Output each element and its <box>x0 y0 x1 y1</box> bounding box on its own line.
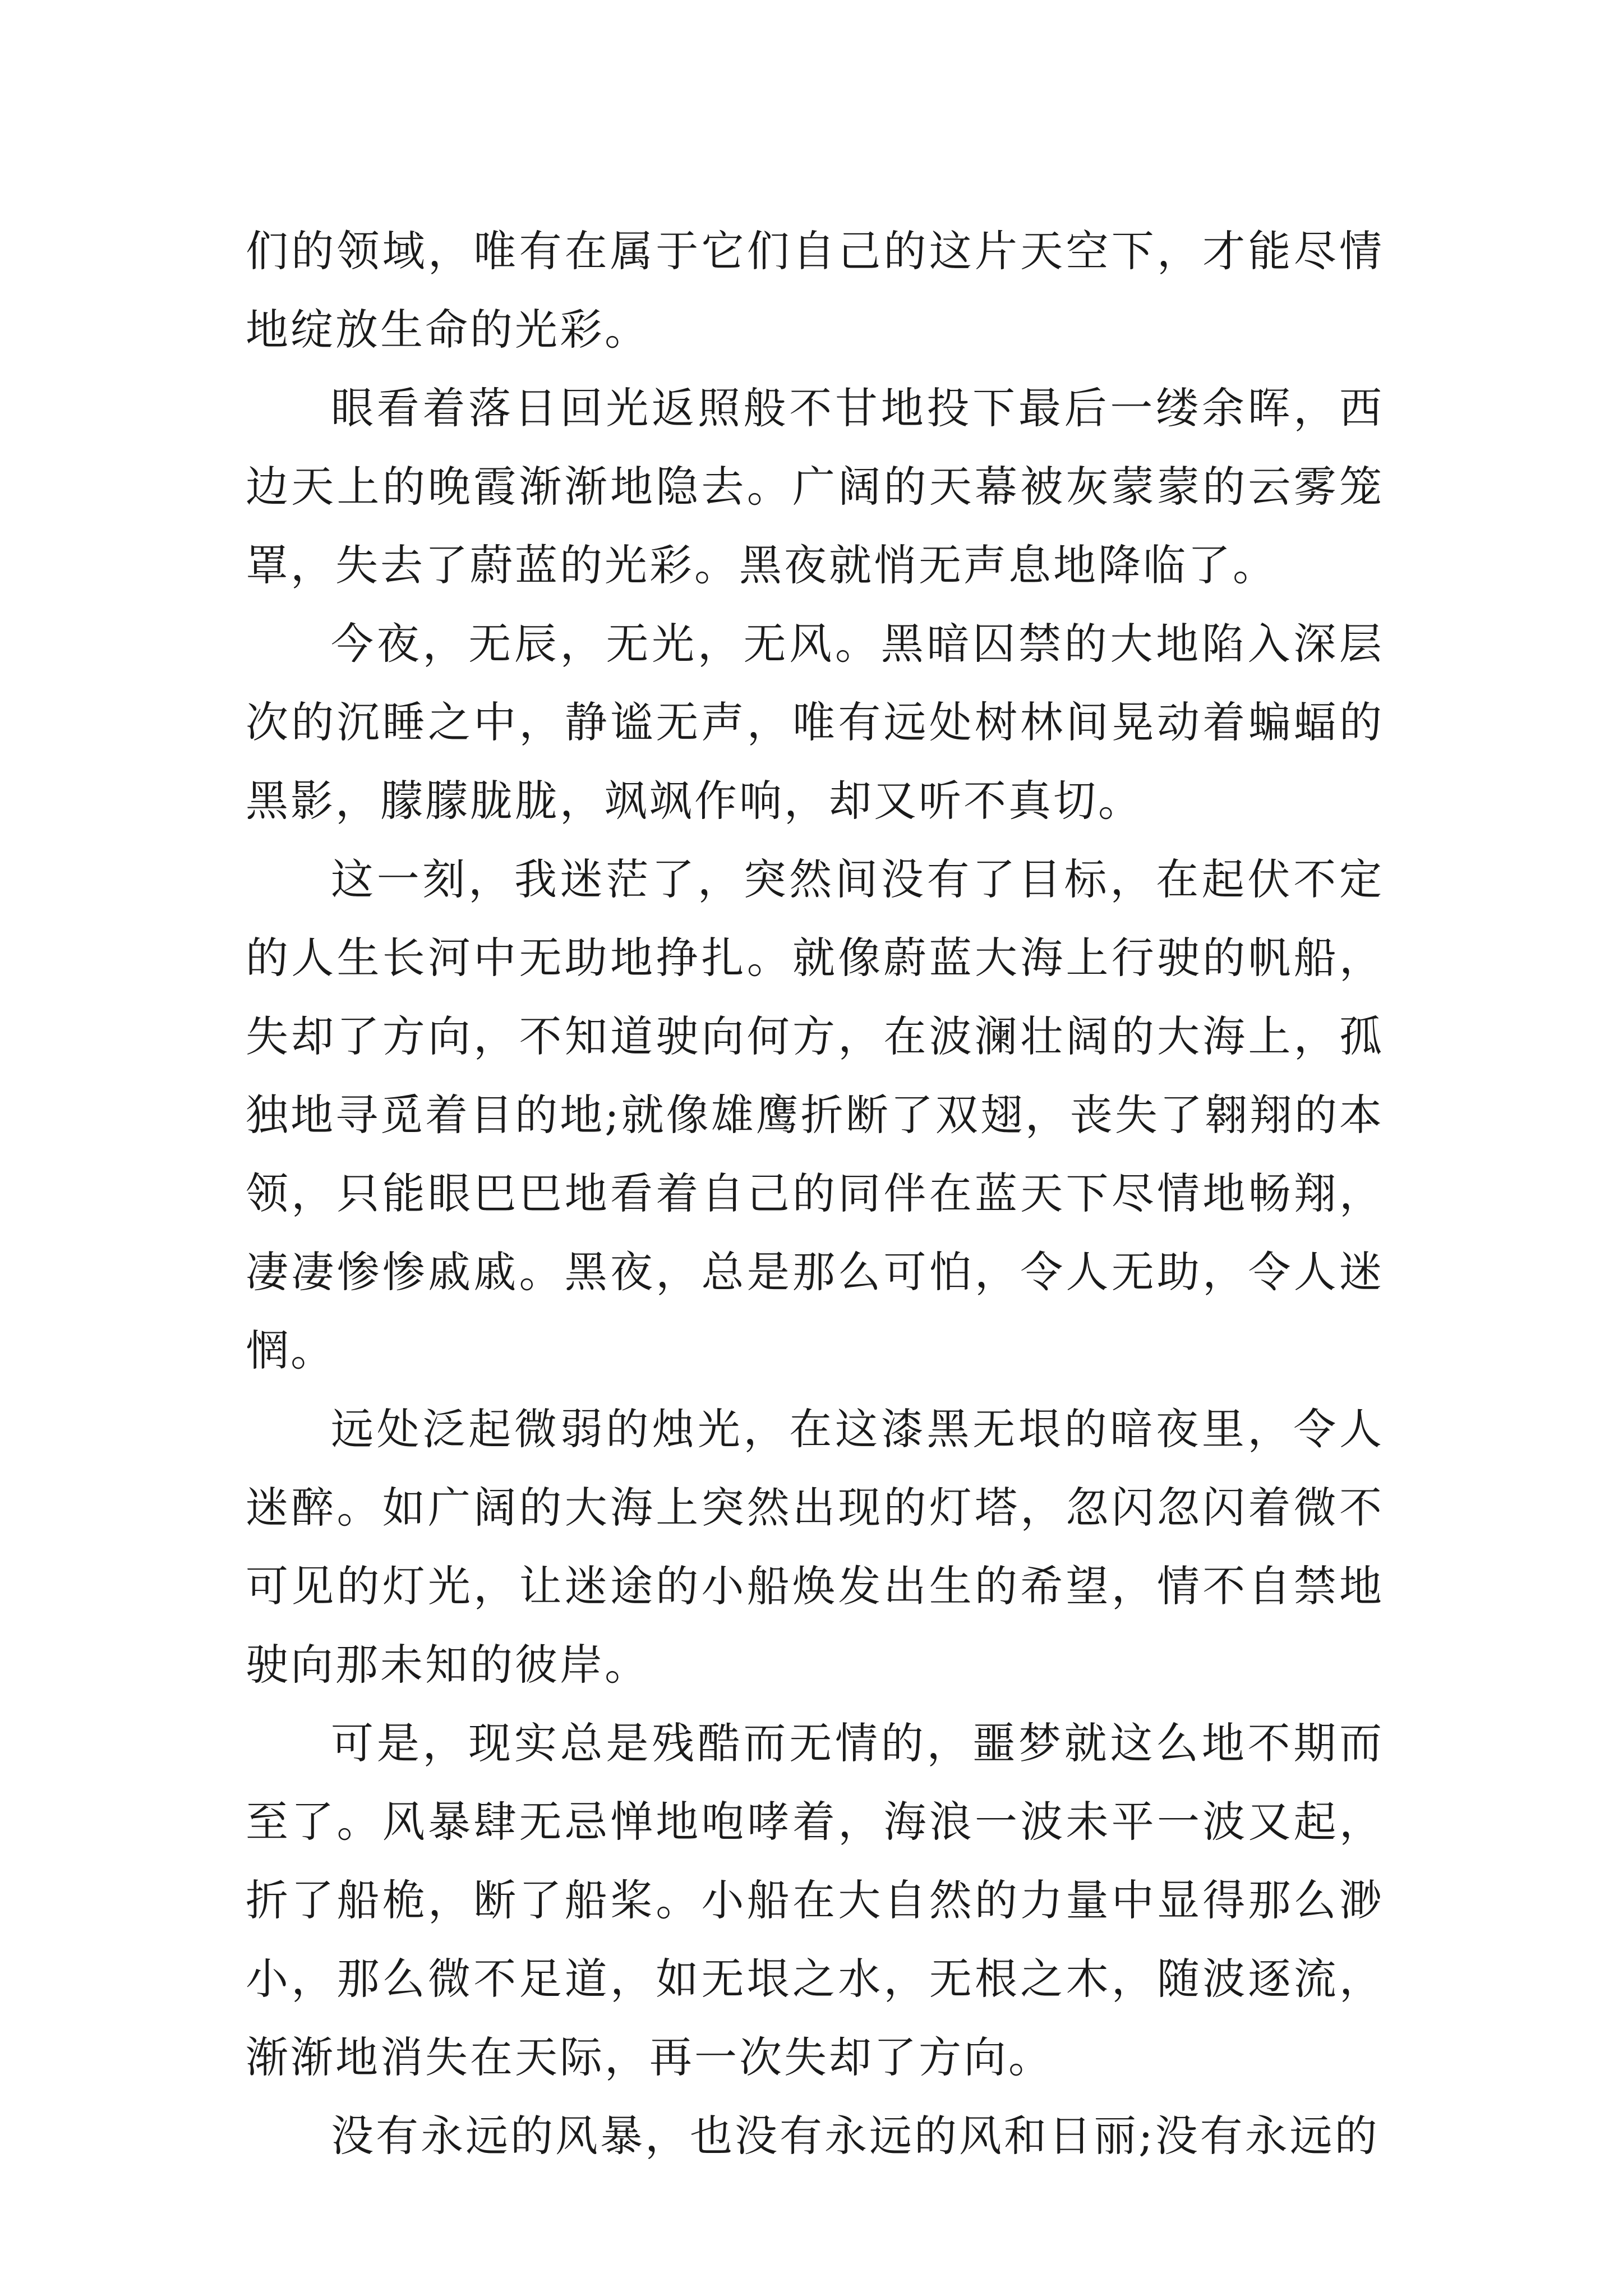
paragraph-7: 没有永远的风暴，也没有永远的风和日丽;没有永远的 <box>331 2111 1380 2161</box>
paragraph-2: 眼看着落日回光返照般不甘地投下最后一缕余晖，西边天上的晚霞渐渐地隐去。广阔的天幕被灰蒙蒙的云雾笼罩，失去了蔚蓝的光彩。黑夜就悄无声息地降临了。 <box>246 383 1384 590</box>
paragraph-4: 这一刻，我迷茫了，突然间没有了目标，在起伏不定的人生长河中无助地挣扎。就像蔚蓝大海上行驶的帆船，失却了方向，不知道驶向何方，在波澜壮阔的大海上，孤独地寻觅着目的地;就像雄鹰折断了双翅，丧失了翱翔的本领，只能眼巴巴地看着自己的同伴在蓝天下尽情地畅翔，凄凄惨惨戚戚。黑夜，总是那么可怕，令人无助，令人迷惘。 <box>246 854 1384 1375</box>
body-text <box>246 212 1384 2175</box>
paragraph-3: 今夜，无辰，无光，无风。黑暗囚禁的大地陷入深层次的沉睡之中，静谧无声，唯有远处树林间晃动着蝙蝠的黑影，朦朦胧胧，飒飒作响，却又听不真切。 <box>246 619 1384 826</box>
paragraph-5: 远处泛起微弱的烛光，在这漆黑无垠的暗夜里，令人迷醉。如广阔的大海上突然出现的灯塔，忽闪忽闪着微不可见的灯光，让迷途的小船焕发出生的希望，情不自禁地驶向那未知的彼岸。 <box>246 1404 1384 1690</box>
paragraph-1: 们的领域，唯有在属于它们自己的这片天空下，才能尽情地绽放生命的光彩。 <box>246 226 1384 355</box>
paragraph-6: 可是，现实总是残酷而无情的，噩梦就这么地不期而至了。风暴肆无忌惮地咆哮着，海浪一波未平一波又起，折了船桅，断了船桨。小船在大自然的力量中显得那么渺小，那么微不足道，如无垠之水，无根之木，随波逐流，渐渐地消失在天际，再一次失却了方向。 <box>246 1718 1384 2082</box>
